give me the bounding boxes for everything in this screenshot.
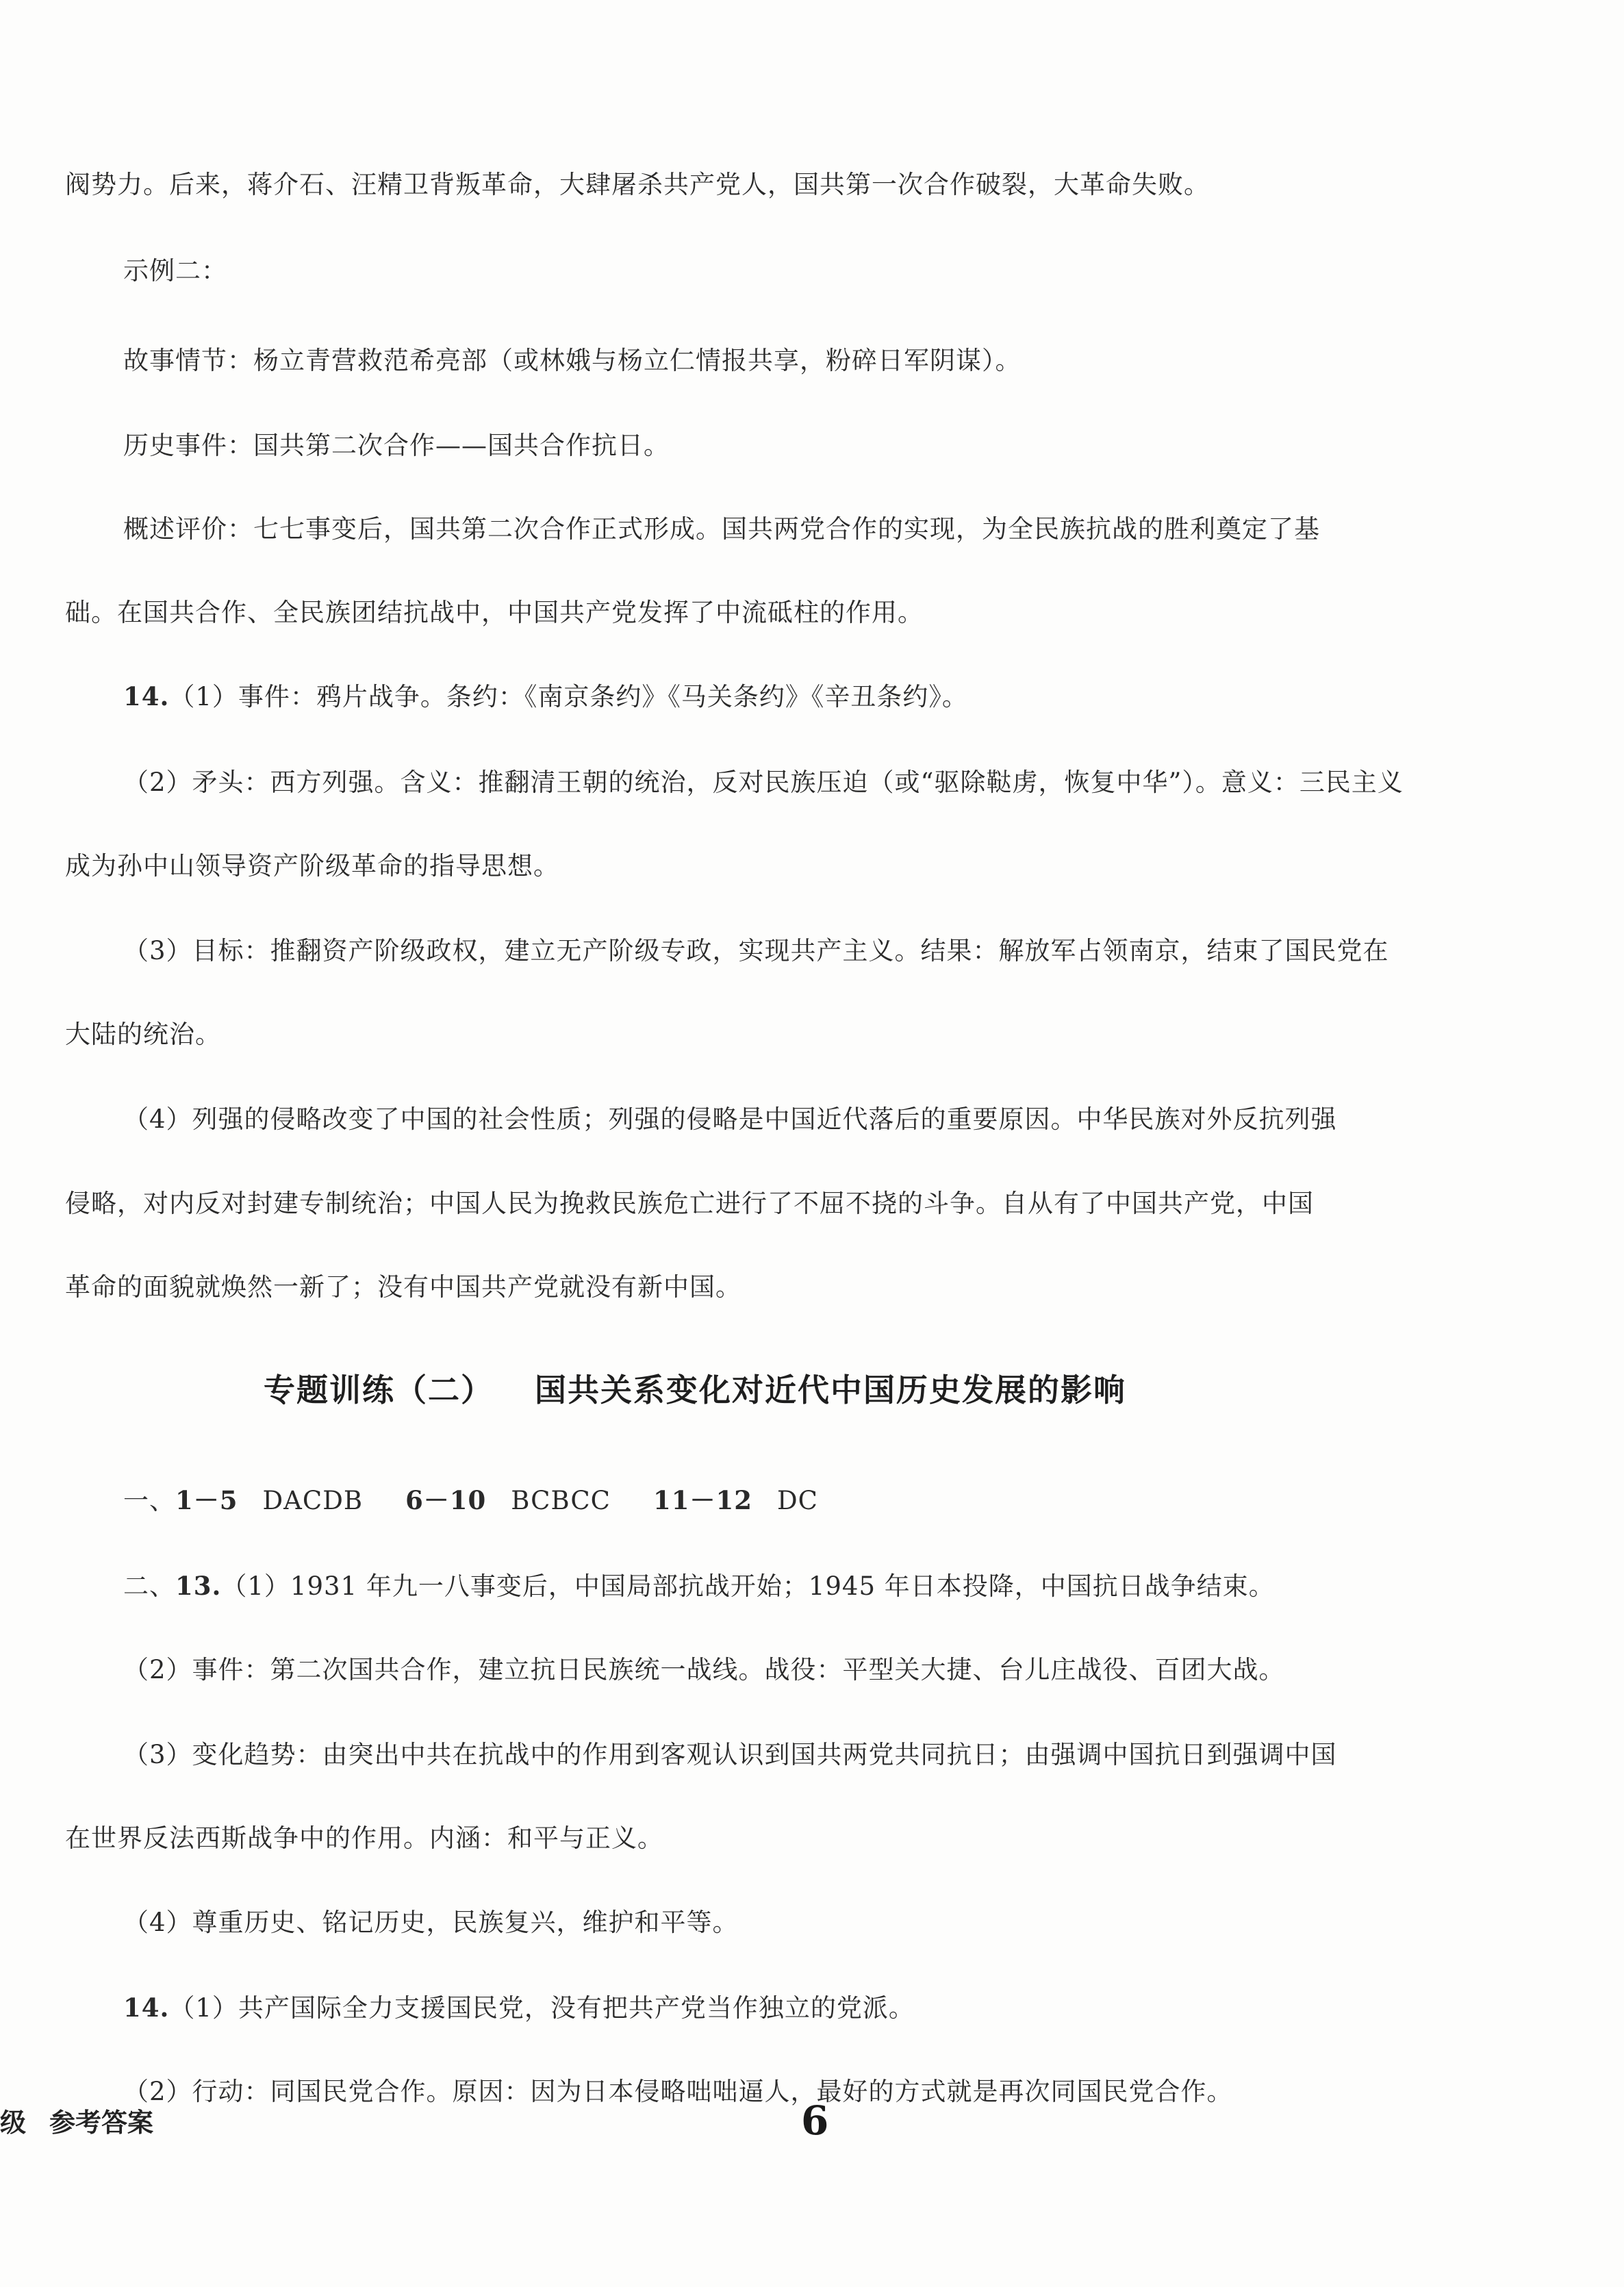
paragraph-line: （4）尊重历史、铭记历史，民族复兴，维护和平等。: [123, 1908, 739, 1937]
section-heading: [264, 1369, 1126, 1411]
question-number: 13.: [175, 1571, 222, 1601]
footer-title: 参考答案: [49, 2108, 154, 2138]
paragraph-line: 历史事件：国共第二次合作——国共合作抗日。: [123, 431, 670, 460]
paragraph-line: 概述评价：七七事变后，国共第二次合作正式形成。国共两党合作的实现，为全民族抗战的胜利奠定了基: [123, 514, 1320, 544]
paragraph-line: 侵略，对内反对封建专制统治；中国人民为挽救民族危亡进行了不屈不挠的斗争。自从有了中国共产党，中国: [65, 1189, 1314, 1218]
answer-keys: DC: [776, 1486, 818, 1515]
answer-prefix: 一、: [123, 1486, 175, 1515]
paragraph-line: 示例二：: [123, 256, 227, 286]
question-line: [123, 1991, 915, 2025]
question-number: 14.: [123, 681, 170, 711]
paragraph-line: （2）事件：第二次国共合作，建立抗日民族统一战线。战役：平型关大捷、台儿庄战役、百团大战。: [123, 1655, 1285, 1684]
page-number: 6: [801, 2097, 829, 2144]
section-prefix: 二、: [123, 1571, 175, 1601]
section-heading-label: 专题训练（二）: [264, 1372, 494, 1408]
answer-range: 6－10: [405, 1485, 487, 1515]
paragraph-line: （2）矛头：西方列强。含义：推翻清王朝的统治，反对民族压迫（或“驱除鞑虏，恢复中华”）。意义：三民主义: [123, 768, 1404, 797]
paragraph-line: 阀势力。后来，蒋介石、汪精卫背叛革命，大肆屠杀共产党人，国共第一次合作破裂，大革命失败。: [65, 170, 1210, 199]
question-line: [123, 679, 968, 714]
question-line: [123, 1569, 1275, 1604]
footer-label: [0, 2106, 153, 2140]
answer-text: （1）事件：鸦片战争。条约：《南京条约》《马关条约》《辛丑条约》。: [169, 682, 968, 711]
answer-range: 11－12: [652, 1485, 752, 1515]
paragraph-line: （4）列强的侵略改变了中国的社会性质；列强的侵略是中国近代落后的重要原因。中华民族对外反抗列强: [123, 1104, 1337, 1134]
footer-grade: 级: [0, 2108, 27, 2138]
paragraph-line: 革命的面貌就焕然一新了；没有中国共产党就没有新中国。: [65, 1272, 741, 1302]
multiple-choice-answers: [123, 1483, 818, 1518]
section-heading-title: 国共关系变化对近代中国历史发展的影响: [535, 1372, 1126, 1408]
paragraph-line: 大陆的统治。: [65, 1020, 221, 1049]
answer-text: （1）共产国际全力支援国民党，没有把共产党当作独立的党派。: [169, 1993, 915, 2023]
paragraph-line: 成为孙中山领导资产阶级革命的指导思想。: [65, 851, 559, 881]
question-number: 14.: [123, 1993, 170, 2023]
paragraph-line: （3）目标：推翻资产阶级政权，建立无产阶级专政，实现共产主义。结果：解放军占领南京，结束了国民党在: [123, 936, 1389, 965]
paragraph-line: （3）变化趋势：由突出中共在抗战中的作用到客观认识到国共两党共同抗日；由强调中国抗日到强调中国: [123, 1740, 1337, 1769]
paragraph-line: 础。在国共合作、全民族团结抗战中，中国共产党发挥了中流砥柱的作用。: [65, 598, 924, 627]
paragraph-line: 故事情节：杨立青营救范希亮部（或林娥与杨立仁情报共享，粉碎日军阴谋）。: [123, 346, 1022, 375]
answer-text: （1）1931 年九一八事变后，中国局部抗战开始；1945 年日本投降，中国抗日战争结束。: [221, 1571, 1275, 1601]
answer-keys: BCBCC: [511, 1486, 611, 1515]
paragraph-line: 在世界反法西斯战争中的作用。内涵：和平与正义。: [65, 1823, 663, 1853]
answer-keys: DACDB: [262, 1486, 364, 1515]
paragraph-line: （2）行动：同国民党合作。原因：因为日本侵略咄咄逼人，最好的方式就是再次同国民党合作。: [123, 2077, 1233, 2106]
answer-range: 1－5: [175, 1485, 238, 1515]
